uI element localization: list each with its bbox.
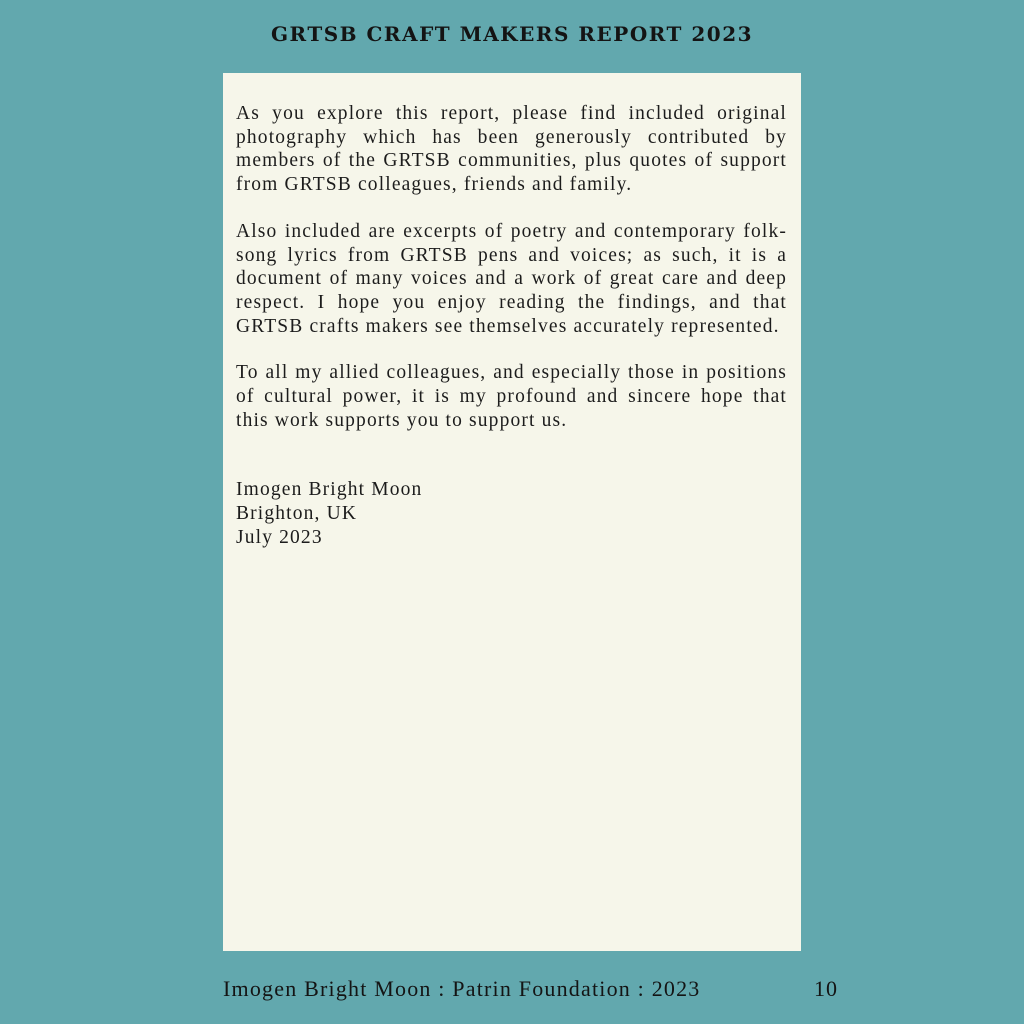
paragraph-intro: As you explore this report, please find included original photography which has been generously contributed by members of the GRTSB communities, plus quotes of support from GRTSB colleagues, friends and family. xyxy=(236,103,787,196)
paragraph-excerpts: Also included are excerpts of poetry and contemporary folk-song lyrics from GRTSB pens and voices; as such, it is a document of many voices and a work of great care and deep respect. I hope you enjoy reading the findings, and that GRTSB crafts makers see themselves accurately represented. xyxy=(236,220,787,337)
signature-location: Brighton, UK xyxy=(236,503,358,525)
content-panel xyxy=(223,73,801,951)
page-title: GRTSB CRAFT MAKERS REPORT 2023 xyxy=(270,22,754,46)
signature-block xyxy=(236,478,787,549)
footer-credit: Imogen Bright Moon : Patrin Foundation : 2023 xyxy=(223,976,701,1001)
page-number: 10 xyxy=(814,976,838,1001)
signature-date: July 2023 xyxy=(236,526,323,548)
signature-name: Imogen Bright Moon xyxy=(236,479,423,501)
paragraph-allies: To all my allied colleagues, and especially those in positions of cultural power, it is my profound and sincere hope that this work supports you to support us. xyxy=(236,362,787,431)
